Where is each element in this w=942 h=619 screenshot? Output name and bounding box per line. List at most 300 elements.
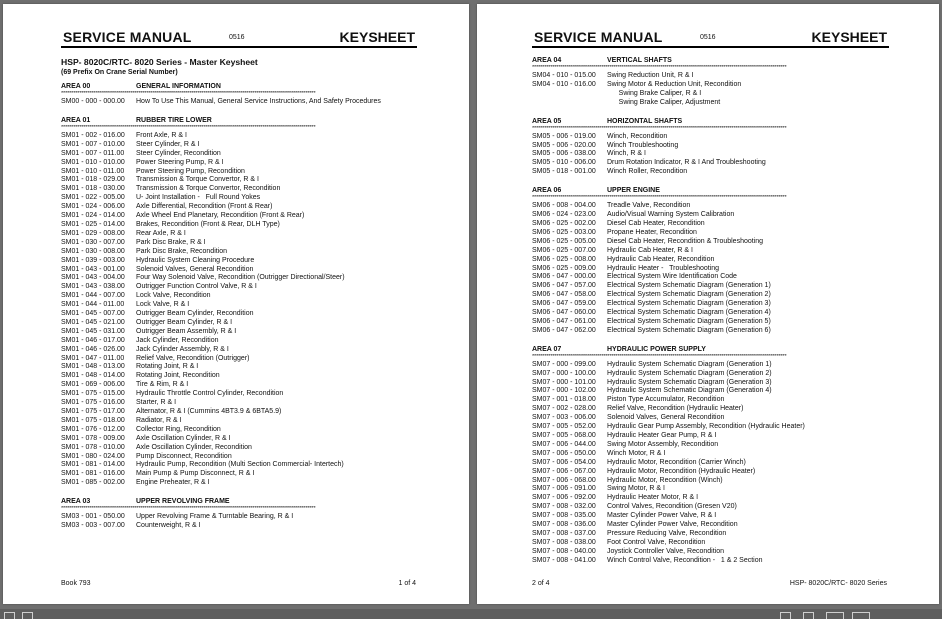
entry-code: SM01 - 018 - 030.00 <box>61 185 125 193</box>
keysheet-entry <box>532 133 889 142</box>
keysheet-entry <box>532 405 889 414</box>
entry-description: Radiator, R & I <box>136 416 182 424</box>
keysheet-entry <box>61 266 417 275</box>
keysheet-entry <box>61 176 417 185</box>
entry-description: Audio/Visual Warning System Calibration <box>607 211 735 219</box>
entry-description: Hydraulic Cab Heater, R & I <box>607 246 693 254</box>
entry-description: Electrical System Schematic Diagram (Generation 4) <box>607 309 771 317</box>
continuous-page-icon[interactable] <box>803 612 814 619</box>
entry-description: Foot Control Valve, Recondition <box>607 538 706 546</box>
section-gap <box>532 177 889 186</box>
entry-description: Power Steering Pump, R & I <box>136 158 224 166</box>
entry-code: SM06 - 047 - 000.00 <box>532 273 596 281</box>
entry-description: Hydraulic Motor, Recondition (Winch) <box>607 476 723 484</box>
entry-code: SM07 - 005 - 052.00 <box>532 423 596 431</box>
entry-code: SM01 - 048 - 014.00 <box>61 372 125 380</box>
entry-code: SM07 - 006 - 068.00 <box>532 476 596 484</box>
page-content <box>532 56 889 566</box>
entry-description: Outrigger Beam Cylinder, Recondition <box>136 310 254 318</box>
keysheet-entry <box>61 150 417 159</box>
keysheet-entry <box>61 185 417 194</box>
entry-code: SM01 - 045 - 007.00 <box>61 310 125 318</box>
document-page-2 <box>477 4 939 604</box>
entry-code: SM01 - 007 - 011.00 <box>61 149 125 157</box>
entry-description: Treadle Valve, Recondition <box>607 202 691 210</box>
area-code: AREA 06 <box>532 187 562 195</box>
entry-code: SM01 - 081 - 014.00 <box>61 461 125 469</box>
keysheet-entry <box>532 327 889 336</box>
area-name: UPPER ENGINE <box>607 187 660 195</box>
entry-description: Hydraulic Pump, Recondition (Multi Section Commercial- Intertech) <box>136 461 344 469</box>
entry-code: SM06 - 025 - 009.00 <box>532 264 596 272</box>
entry-description: Winch, Recondition <box>607 132 668 140</box>
entry-description: Winch Control Valve, Recondition - 1 & 2 Section <box>607 556 763 564</box>
entry-description: Joystick Controller Valve, Recondition <box>607 547 724 555</box>
entry-description: Electrical System Schematic Diagram (Generation 2) <box>607 291 771 299</box>
keysheet-entry <box>61 337 417 346</box>
entry-code: SM01 - 048 - 013.00 <box>61 363 125 371</box>
entry-code: SM01 - 076 - 012.00 <box>61 425 125 433</box>
area-code: AREA 07 <box>532 345 562 353</box>
area-name: GENERAL INFORMATION <box>136 83 221 90</box>
entry-description: Park Disc Brake, Recondition <box>136 247 228 255</box>
area-name: VERTICAL SHAFTS <box>607 57 672 64</box>
header-keysheet: KEYSHEET <box>811 29 887 45</box>
entry-code: SM01 - 030 - 008.00 <box>61 247 125 255</box>
entry-code: SM01 - 075 - 016.00 <box>61 399 125 407</box>
entry-code: SM04 - 010 - 016.00 <box>532 80 596 88</box>
keysheet-entry <box>61 319 417 328</box>
keysheet-entry <box>532 548 889 557</box>
entry-description: Outrigger Beam Cylinder, R & I <box>136 318 233 326</box>
two-page-icon[interactable] <box>826 612 844 619</box>
header-date-code: 0516 <box>700 34 716 41</box>
entry-code: SM01 - 043 - 001.00 <box>61 265 125 273</box>
keysheet-entry <box>532 99 889 108</box>
entry-code: SM07 - 006 - 050.00 <box>532 449 596 457</box>
entry-description: Transmission & Torque Convertor, Recondition <box>136 185 281 193</box>
area-name: UPPER REVOLVING FRAME <box>136 498 230 506</box>
entry-description: Jack Cylinder, Recondition <box>136 336 219 344</box>
keysheet-entry <box>61 239 417 248</box>
entry-description: Brakes, Recondition (Front & Rear, DLH Type) <box>136 220 280 228</box>
entry-code: SM06 - 024 - 023.00 <box>532 211 596 219</box>
entry-code: SM01 - 018 - 029.00 <box>61 176 125 184</box>
entry-code: SM01 - 024 - 014.00 <box>61 212 125 220</box>
entry-code: SM07 - 000 - 102.00 <box>532 387 596 395</box>
entry-description: Rear Axle, R & I <box>136 229 186 237</box>
entry-code: SM01 - 085 - 002.00 <box>61 479 125 487</box>
entry-code: SM03 - 003 - 007.00 <box>61 522 125 530</box>
fit-page-icon[interactable] <box>22 612 33 619</box>
keysheet-entry <box>61 444 417 453</box>
document-page-1 <box>3 4 469 604</box>
entry-description: Rotating Joint, Recondition <box>136 372 220 380</box>
entry-code: SM01 - 010 - 011.00 <box>61 167 125 175</box>
keysheet-entry <box>61 283 417 292</box>
keysheet-entry <box>532 72 889 81</box>
entry-description: Solenoid Valves, General Recondition <box>136 265 254 273</box>
entry-description: Diesel Cab Heater, Recondition <box>607 219 705 227</box>
asterisk-divider: ***************************************************************************************************************************** <box>61 506 316 513</box>
area-name: HORIZONTAL SHAFTS <box>607 117 683 125</box>
keysheet-entry <box>61 522 417 531</box>
entry-code: SM01 - 075 - 017.00 <box>61 408 125 415</box>
entry-description: Rotating Joint, R & I <box>136 363 199 371</box>
entry-description: Main Pump & Pump Disconnect, R & I <box>136 470 255 478</box>
area-heading <box>61 497 417 506</box>
entry-description: Hydraulic System Schematic Diagram (Generation 4) <box>607 387 772 395</box>
entry-code: SM01 - 043 - 004.00 <box>61 274 125 282</box>
entry-code: SM07 - 001 - 018.00 <box>532 396 596 404</box>
entry-code: SM05 - 006 - 019.00 <box>532 132 596 140</box>
entry-code: SM07 - 008 - 032.00 <box>532 503 596 511</box>
keysheet-entry <box>532 485 889 494</box>
keysheet-entry <box>532 265 889 274</box>
entry-description: Front Axle, R & I <box>136 131 187 139</box>
entry-description: Master Cylinder Power Valve, R & I <box>607 512 717 520</box>
entry-code: SM06 - 008 - 004.00 <box>532 202 596 210</box>
entry-code: SM01 - 047 - 011.00 <box>61 354 125 362</box>
entry-code: SM07 - 000 - 101.00 <box>532 378 596 386</box>
entry-description: Tire & Rim, R & I <box>136 381 189 389</box>
keysheet-entry <box>532 159 889 168</box>
entry-description: Steer Cylinder, R & I <box>136 140 200 148</box>
entry-code: SM01 - 010 - 010.00 <box>61 158 125 166</box>
entry-description: Hydraulic System Schematic Diagram (Generation 3) <box>607 378 772 386</box>
entry-code: SM07 - 003 - 006.00 <box>532 414 596 422</box>
keysheet-entry <box>61 390 417 399</box>
keysheet-entry <box>532 273 889 282</box>
area-heading <box>61 116 417 125</box>
keysheet-entry <box>61 168 417 177</box>
entry-code: SM05 - 006 - 020.00 <box>532 141 596 149</box>
entry-description: Hydraulic System Schematic Diagram (Generation 2) <box>607 369 772 377</box>
entry-description: Outrigger Beam Assembly, R & I <box>136 327 237 335</box>
area-heading <box>532 56 889 65</box>
entry-description: Electrical System Schematic Diagram (Generation 1) <box>607 282 771 290</box>
keysheet-entry <box>532 238 889 247</box>
entry-code: SM05 - 010 - 006.00 <box>532 159 596 167</box>
entry-description: Hydraulic Throttle Control Cylinder, Recondition <box>136 390 284 398</box>
entry-description: Master Cylinder Power Valve, Recondition <box>607 521 738 529</box>
entry-code: SM06 - 047 - 062.00 <box>532 326 596 334</box>
keysheet-entry <box>532 539 889 548</box>
keysheet-entry <box>532 512 889 521</box>
entry-description: Winch Roller, Recondition <box>607 168 688 176</box>
keysheet-entry <box>61 426 417 435</box>
entry-description: Winch Motor, R & I <box>607 449 666 457</box>
entry-code: SM01 - 075 - 018.00 <box>61 416 125 424</box>
entry-code: SM01 - 043 - 038.00 <box>61 283 125 291</box>
header-title: SERVICE MANUAL <box>63 29 192 45</box>
keysheet-entry <box>61 355 417 364</box>
entry-code: SM07 - 002 - 028.00 <box>532 405 596 413</box>
entry-code: SM05 - 006 - 038.00 <box>532 150 596 158</box>
keysheet-entry <box>61 513 417 522</box>
entry-code <box>532 90 607 99</box>
entry-code: SM01 - 030 - 007.00 <box>61 238 125 246</box>
area-code: AREA 01 <box>61 116 91 124</box>
page-nav-icon[interactable] <box>4 612 15 619</box>
keysheet-entry <box>532 282 889 291</box>
header-date-code: 0516 <box>229 34 245 41</box>
keysheet-entry <box>61 363 417 372</box>
entry-code: SM01 - 045 - 021.00 <box>61 318 125 326</box>
keysheet-entry <box>61 274 417 283</box>
entry-code: SM01 - 078 - 009.00 <box>61 434 125 442</box>
entry-description: Relief Valve, Recondition (Outrigger) <box>136 354 250 362</box>
keysheet-entry <box>532 142 889 151</box>
page-content <box>61 55 417 531</box>
keysheet-entry <box>532 318 889 327</box>
keysheet-entry <box>532 81 889 90</box>
keysheet-entry <box>532 450 889 459</box>
keysheet-entry <box>61 310 417 319</box>
section-gap <box>61 488 417 497</box>
asterisk-divider: ***************************************************************************************************************************** <box>532 353 787 360</box>
entry-description: Piston Type Accumulator, Recondition <box>607 396 725 404</box>
entry-code: SM01 - 044 - 007.00 <box>61 292 125 300</box>
document-title: HSP- 8020C/RTC- 8020 Series - Master Keysheet <box>61 57 258 67</box>
entry-code: SM06 - 047 - 059.00 <box>532 300 596 308</box>
footer-page-number: 2 of 4 <box>532 580 550 587</box>
entry-description: Hydraulic System Schematic Diagram (Generation 1) <box>607 360 772 368</box>
entry-code: SM05 - 018 - 001.00 <box>532 168 596 176</box>
entry-code: SM07 - 006 - 091.00 <box>532 485 596 493</box>
entry-description: Electrical System Schematic Diagram (Generation 6) <box>607 326 771 334</box>
entry-description: Swing Brake Caliper, R & I <box>607 89 702 97</box>
keysheet-entry <box>61 453 417 462</box>
entry-description: Steer Cylinder, Recondition <box>136 149 221 157</box>
entry-description: Hydraulic Cab Heater, Recondition <box>607 255 715 263</box>
entry-description: Alternator, R & I (Cummins 4BT3.9 & 6BTA5.9) <box>136 408 282 415</box>
entry-description: Diesel Cab Heater, Recondition & Troubleshooting <box>607 237 764 245</box>
keysheet-entry <box>61 248 417 257</box>
entry-code: SM06 - 025 - 007.00 <box>532 246 596 254</box>
keysheet-entry <box>61 435 417 444</box>
area-code: AREA 04 <box>532 57 562 64</box>
keysheet-entry <box>61 221 417 230</box>
entry-code <box>532 99 607 108</box>
entry-code: SM01 - 044 - 011.00 <box>61 301 125 309</box>
entry-code: SM07 - 000 - 100.00 <box>532 369 596 377</box>
keysheet-entry <box>532 396 889 405</box>
asterisk-divider: ***************************************************************************************************************************** <box>61 91 316 97</box>
entry-code: SM01 - 080 - 024.00 <box>61 452 125 460</box>
entry-code: SM07 - 008 - 037.00 <box>532 529 596 537</box>
header-title: SERVICE MANUAL <box>534 29 663 45</box>
header-keysheet: KEYSHEET <box>339 29 415 45</box>
entry-description: Engine Preheater, R & I <box>136 479 210 487</box>
entry-code: SM01 - 078 - 010.00 <box>61 443 125 451</box>
keysheet-entry <box>61 417 417 426</box>
keysheet-entry <box>532 423 889 432</box>
keysheet-entry <box>532 361 889 370</box>
entry-code: SM06 - 025 - 002.00 <box>532 219 596 227</box>
entry-code: SM06 - 047 - 058.00 <box>532 291 596 299</box>
keysheet-entry <box>61 470 417 479</box>
keysheet-entry <box>532 220 889 229</box>
entry-code: SM00 - 000 - 000.00 <box>61 98 125 105</box>
entry-code: SM07 - 000 - 099.00 <box>532 360 596 368</box>
entry-description: Four Way Solenoid Valve, Recondition (Outrigger Directional/Steer) <box>136 274 345 282</box>
keysheet-entry <box>61 141 417 150</box>
asterisk-divider: ***************************************************************************************************************************** <box>532 125 787 132</box>
footer-book: Book 793 <box>61 580 91 587</box>
entry-description: Lock Valve, Recondition <box>136 292 211 300</box>
entry-code: SM07 - 006 - 067.00 <box>532 467 596 475</box>
entry-description: Upper Revolving Frame & Turntable Bearing, R & I <box>136 513 294 521</box>
keysheet-entry <box>532 414 889 423</box>
entry-code: SM01 - 081 - 016.00 <box>61 470 125 478</box>
entry-code: SM01 - 025 - 014.00 <box>61 220 125 228</box>
asterisk-divider: ***************************************************************************************************************************** <box>532 65 787 71</box>
entry-description: Lock Valve, R & I <box>136 301 190 309</box>
keysheet-entry <box>61 292 417 301</box>
keysheet-entry <box>61 230 417 239</box>
keysheet-entry <box>61 98 417 107</box>
area-heading <box>532 345 889 354</box>
entry-code: SM01 - 024 - 006.00 <box>61 203 125 211</box>
entry-description: Pump Disconnect, Recondition <box>136 452 232 460</box>
keysheet-entry <box>61 212 417 221</box>
keysheet-entry <box>532 441 889 450</box>
entry-code: SM01 - 046 - 026.00 <box>61 345 125 353</box>
entry-description: Hydraulic Heater - Troubleshooting <box>607 264 720 272</box>
keysheet-entry <box>61 301 417 310</box>
entry-code: SM01 - 046 - 017.00 <box>61 336 125 344</box>
entry-description: Winch Troubleshooting <box>607 141 679 149</box>
entry-description: Axle Oscillation Cylinder, R & I <box>136 434 231 442</box>
area-code: AREA 05 <box>532 117 562 125</box>
two-page-continuous-icon[interactable] <box>852 612 870 619</box>
entry-code: SM07 - 008 - 040.00 <box>532 547 596 555</box>
keysheet-entry <box>61 461 417 470</box>
keysheet-entry <box>61 203 417 212</box>
keysheet-entry <box>532 557 889 566</box>
keysheet-entry <box>532 211 889 220</box>
entry-description: Park Disc Brake, R & I <box>136 238 206 246</box>
keysheet-entry <box>532 150 889 159</box>
section-gap <box>532 336 889 345</box>
keysheet-entry <box>532 494 889 503</box>
entry-description: Drum Rotation Indicator, R & I And Troubleshooting <box>607 159 766 167</box>
section-gap <box>61 107 417 116</box>
entry-code: SM06 - 047 - 060.00 <box>532 309 596 317</box>
entry-description: Counterweight, R & I <box>136 522 201 530</box>
area-name: HYDRAULIC POWER SUPPLY <box>607 345 706 353</box>
entry-description: U- Joint Installation - Full Round Yokes <box>136 194 261 202</box>
entry-code: SM06 - 047 - 061.00 <box>532 317 596 325</box>
entry-description: Swing Brake Caliper, Adjustment <box>607 98 721 106</box>
keysheet-entry <box>532 468 889 477</box>
keysheet-entry <box>61 132 417 141</box>
keysheet-entry <box>61 257 417 266</box>
keysheet-entry <box>532 387 889 396</box>
entry-code: SM07 - 006 - 054.00 <box>532 458 596 466</box>
area-heading <box>532 186 889 195</box>
keysheet-entry <box>532 370 889 379</box>
keysheet-entry <box>532 503 889 512</box>
entry-code: SM06 - 047 - 057.00 <box>532 282 596 290</box>
page-header <box>532 28 889 48</box>
entry-description: Hydraulic Heater Motor, R & I <box>607 494 699 502</box>
entry-description: How To Use This Manual, General Service Instructions, And Safety Procedures <box>136 98 381 105</box>
entry-code: SM07 - 006 - 044.00 <box>532 440 596 448</box>
entry-code: SM01 - 045 - 031.00 <box>61 327 125 335</box>
entry-code: SM01 - 022 - 005.00 <box>61 194 125 202</box>
footer-series: HSP- 8020C/RTC- 8020 Series <box>789 580 887 587</box>
keysheet-entry <box>532 247 889 256</box>
keysheet-entry <box>532 477 889 486</box>
keysheet-entry <box>61 479 417 488</box>
entry-code: SM07 - 008 - 036.00 <box>532 521 596 529</box>
keysheet-entry <box>532 300 889 309</box>
keysheet-entry <box>532 168 889 177</box>
footer-page-number: 1 of 4 <box>398 580 416 587</box>
area-heading <box>61 82 417 91</box>
entry-description: Starter, R & I <box>136 399 177 407</box>
keysheet-entry <box>61 399 417 408</box>
keysheet-entry <box>532 256 889 265</box>
single-page-icon[interactable] <box>780 612 791 619</box>
entry-code: SM07 - 006 - 092.00 <box>532 494 596 502</box>
entry-description: Electrical System Wire Identification Code <box>607 273 737 281</box>
entry-description: Swing Reduction Unit, R & I <box>607 72 694 79</box>
entry-description: Axle Wheel End Planetary, Recondition (Front & Rear) <box>136 212 305 220</box>
entry-description: Hydraulic Heater Gear Pump, R & I <box>607 432 717 439</box>
entry-description: Jack Cylinder Assembly, R & I <box>136 345 229 353</box>
keysheet-entry <box>61 194 417 203</box>
entry-description: Outrigger Function Control Valve, R & I <box>136 283 257 291</box>
entry-code: SM07 - 008 - 038.00 <box>532 538 596 546</box>
entry-code: SM01 - 069 - 006.00 <box>61 381 125 389</box>
entry-code: SM04 - 010 - 015.00 <box>532 72 596 79</box>
keysheet-entry <box>61 408 417 417</box>
entry-description: Winch, R & I <box>607 150 646 158</box>
keysheet-entry <box>61 381 417 390</box>
entry-description: Solenoid Valves, General Recondition <box>607 414 725 422</box>
asterisk-divider: ***************************************************************************************************************************** <box>61 124 316 131</box>
area-name: RUBBER TIRE LOWER <box>136 116 212 124</box>
entry-description: Power Steering Pump, Recondition <box>136 167 245 175</box>
keysheet-entry <box>532 202 889 211</box>
keysheet-entry <box>61 346 417 355</box>
entry-description: Swing Motor Assembly, Recondition <box>607 440 719 448</box>
entry-description: Axle Oscillation Cylinder, Recondition <box>136 443 252 451</box>
entry-description: Control Valves, Recondition (Gresen V20) <box>607 503 737 511</box>
entry-code: SM03 - 001 - 050.00 <box>61 513 125 521</box>
entry-description: Collector Ring, Recondition <box>136 425 221 433</box>
entry-description: Hydraulic System Cleaning Procedure <box>136 256 255 264</box>
entry-code: SM01 - 002 - 016.00 <box>61 131 125 139</box>
keysheet-entry <box>532 291 889 300</box>
entry-description: Hydraulic Motor, Recondition (Carrier Winch) <box>607 458 746 466</box>
entry-description: Swing Motor, R & I <box>607 485 665 493</box>
entry-description: Transmission & Torque Convertor, R & I <box>136 176 259 184</box>
entry-code: SM07 - 005 - 068.00 <box>532 432 596 439</box>
entry-description: Electrical System Schematic Diagram (Generation 5) <box>607 317 771 325</box>
keysheet-entry <box>532 90 889 99</box>
asterisk-divider: ***************************************************************************************************************************** <box>532 195 787 202</box>
keysheet-entry <box>61 328 417 337</box>
entry-code: SM06 - 025 - 008.00 <box>532 255 596 263</box>
keysheet-entry <box>61 372 417 381</box>
entry-description: Pressure Reducing Valve, Recondition <box>607 529 727 537</box>
entry-code: SM01 - 039 - 003.00 <box>61 256 125 264</box>
keysheet-entry <box>532 432 889 441</box>
